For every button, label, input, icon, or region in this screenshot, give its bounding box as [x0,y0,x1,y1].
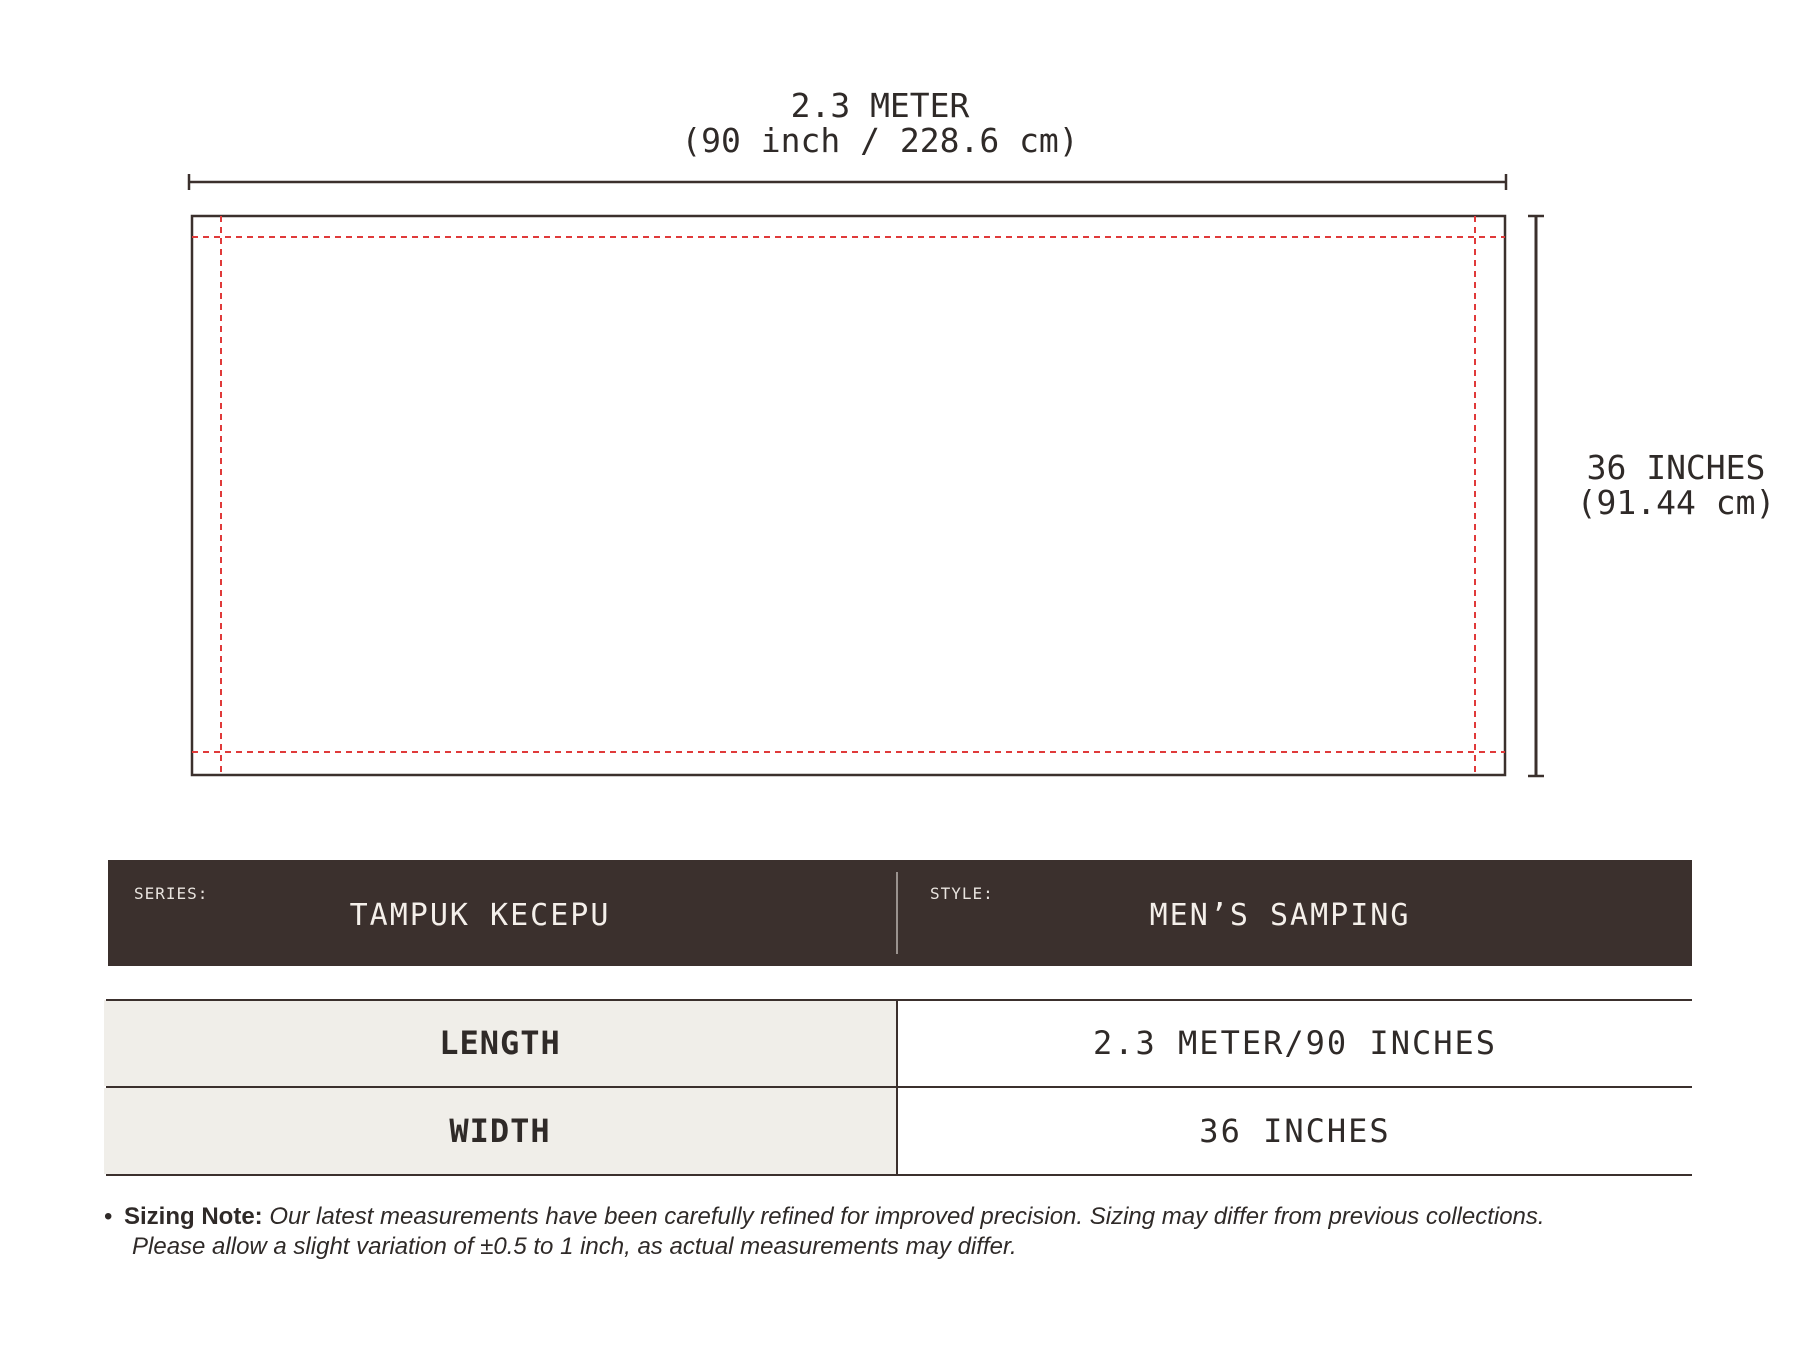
series-value: TAMPUK KECEPU [349,898,611,933]
info-divider [896,872,898,954]
table-column-divider [896,999,898,1176]
spec-width-label: WIDTH [104,1088,896,1174]
table-middle-rule [106,1086,1692,1088]
length-inches-cm: (90 inch / 228.6 cm) [681,121,1079,160]
spec-length-label: LENGTH [104,1000,896,1086]
length-dimension-label [580,88,1180,158]
fabric-outline [192,216,1505,775]
width-inches: 36 INCHES [1586,448,1766,487]
width-cm: (91.44 cm) [1576,483,1776,522]
width-dimension-label [1566,450,1786,520]
style-value: MEN’S SAMPING [1149,898,1411,933]
note-bullet: • [104,1203,113,1230]
length-dimension-line [189,174,1506,190]
table-bottom-rule [106,1174,1692,1176]
width-dimension-line [1528,216,1544,776]
style-label: STYLE: [930,884,994,903]
note-text-line2: Please allow a slight variation of ±0.5 to 1 inch, as actual measurements may differ. [132,1233,1017,1260]
sizing-note [104,1202,1704,1262]
spec-length-value: 2.3 METER/90 INCHES [898,1000,1692,1086]
spec-width-value: 36 INCHES [898,1088,1692,1174]
note-label: Sizing Note: [124,1203,263,1230]
table-top-rule [106,999,1692,1001]
series-label: SERIES: [134,884,209,903]
note-text-line1: Our latest measurements have been carefully refined for improved precision. Sizing may differ from previous collections. [269,1203,1545,1230]
length-meters: 2.3 METER [790,86,970,125]
